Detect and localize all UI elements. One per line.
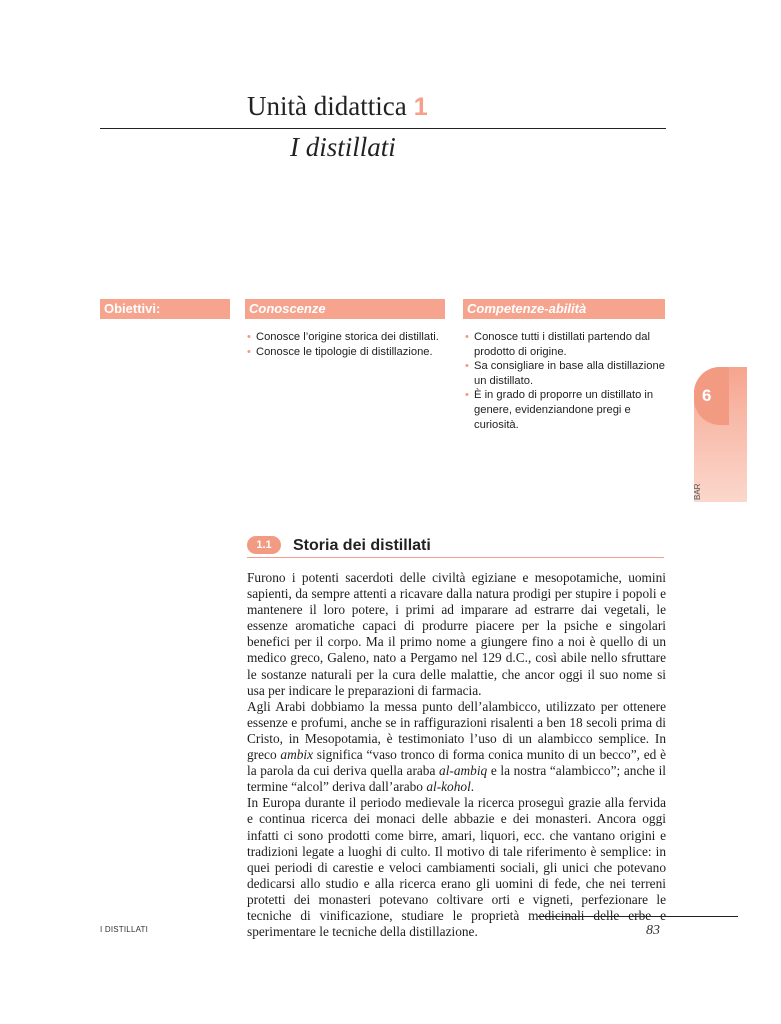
list-item: • Sa consigliare in base alla distillazione un distillato. (465, 360, 665, 387)
knowledge-heading: Conoscenze (245, 299, 445, 319)
unit-label: Unità didattica (247, 91, 407, 121)
section-title: Storia dei distillati (293, 537, 431, 554)
paragraph: In Europa durante il periodo medievale la ricerca proseguì grazie alla fervida e continua ricerca dei monaci delle abbazie e dei monasteri. Ancora oggi infatti ci sono prodotti come birre, amari, liquori, ecc. che vantano origini e tradizioni legate a luoghi di culto. Il motivo di tale riferimento è semplice: in quei periodi di carestie e veloci cambiamenti sociali, gli unici che potevano dedicarsi allo studio e alla ricerca erano gli uomini di fede, che nei terreni protetti dei monasteri potevano coltivare orti e vigneti, perfezionare le tecniche di vinificazione, studiare le proprietà medicinali delle erbe e sperimentare le tecniche della distillazione. (247, 795, 666, 940)
unit-subtitle: I distillati (290, 132, 396, 162)
list-item: • Conosce l’origine storica dei distillati. (247, 331, 439, 343)
section-body (247, 570, 666, 940)
skills-list (465, 330, 669, 432)
bullet-icon: • (465, 331, 469, 343)
bullet-icon: • (465, 360, 469, 373)
chapter-label: BAR (693, 483, 702, 500)
paragraph: Furono i potenti sacerdoti delle civiltà egiziane e mesopotamiche, uomini sapienti, da sempre attenti a ricavare dalla natura prodigi per stupire i popoli e mantenere il loro potere, i primi ad imparare ad estrarre dai vegetali, le essenze aromatiche capaci di produrre piacere per la psiche e singolari benefici per il corpo. Ma il primo nome a giungere fino a noi è quello di un medico greco, Galeno, nato a Pergamo nel 129 d.C., così abile nello sfruttare le sostanze naturali per la cura delle malattie, che ancor oggi il suo nome si usa per indicare le preparazioni di farmacia. (247, 570, 666, 698)
bullet-icon: • (247, 331, 251, 343)
section-number-badge: 1.1 (247, 536, 281, 554)
page-number: 83 (646, 923, 660, 938)
bullet-icon: • (247, 345, 251, 358)
list-item: • Conosce tutti i distillati partendo dal prodotto di origine. (465, 331, 650, 358)
knowledge-list (247, 330, 447, 359)
list-item: • Conosce le tipologie di distillazione. (247, 345, 433, 358)
skills-heading: Competenze-abilità (463, 299, 665, 319)
section-divider (247, 557, 664, 558)
running-title: I DISTILLATI (100, 925, 149, 934)
objectives-heading: Obiettivi: (100, 299, 230, 319)
footer-divider (538, 916, 738, 917)
unit-number: 1 (413, 93, 428, 121)
chapter-number: 6 (694, 367, 729, 425)
unit-heading (247, 88, 428, 125)
paragraph: Agli Arabi dobbiamo la messa punto dell’alambicco, utilizzato per ottenere essenze e profumi, anche se in raffigurazioni risalenti a ben 18 secoli prima di Cristo, in Mesopotamia, è testimoniato l’uso di un alambicco semplice. In greco ambix significa “vaso tronco di forma conica munito di un becco”, ed è la parola da cui deriva quella araba al-ambiq e la nostra “alambicco”; anche il termine “alcol” deriva dall’arabo al-kohol. (247, 698, 666, 795)
list-item: • È in grado di proporre un distillato in genere, evidenziandone pregi e curiosità. (465, 389, 654, 431)
title-divider (100, 128, 666, 129)
bullet-icon: • (465, 389, 469, 402)
